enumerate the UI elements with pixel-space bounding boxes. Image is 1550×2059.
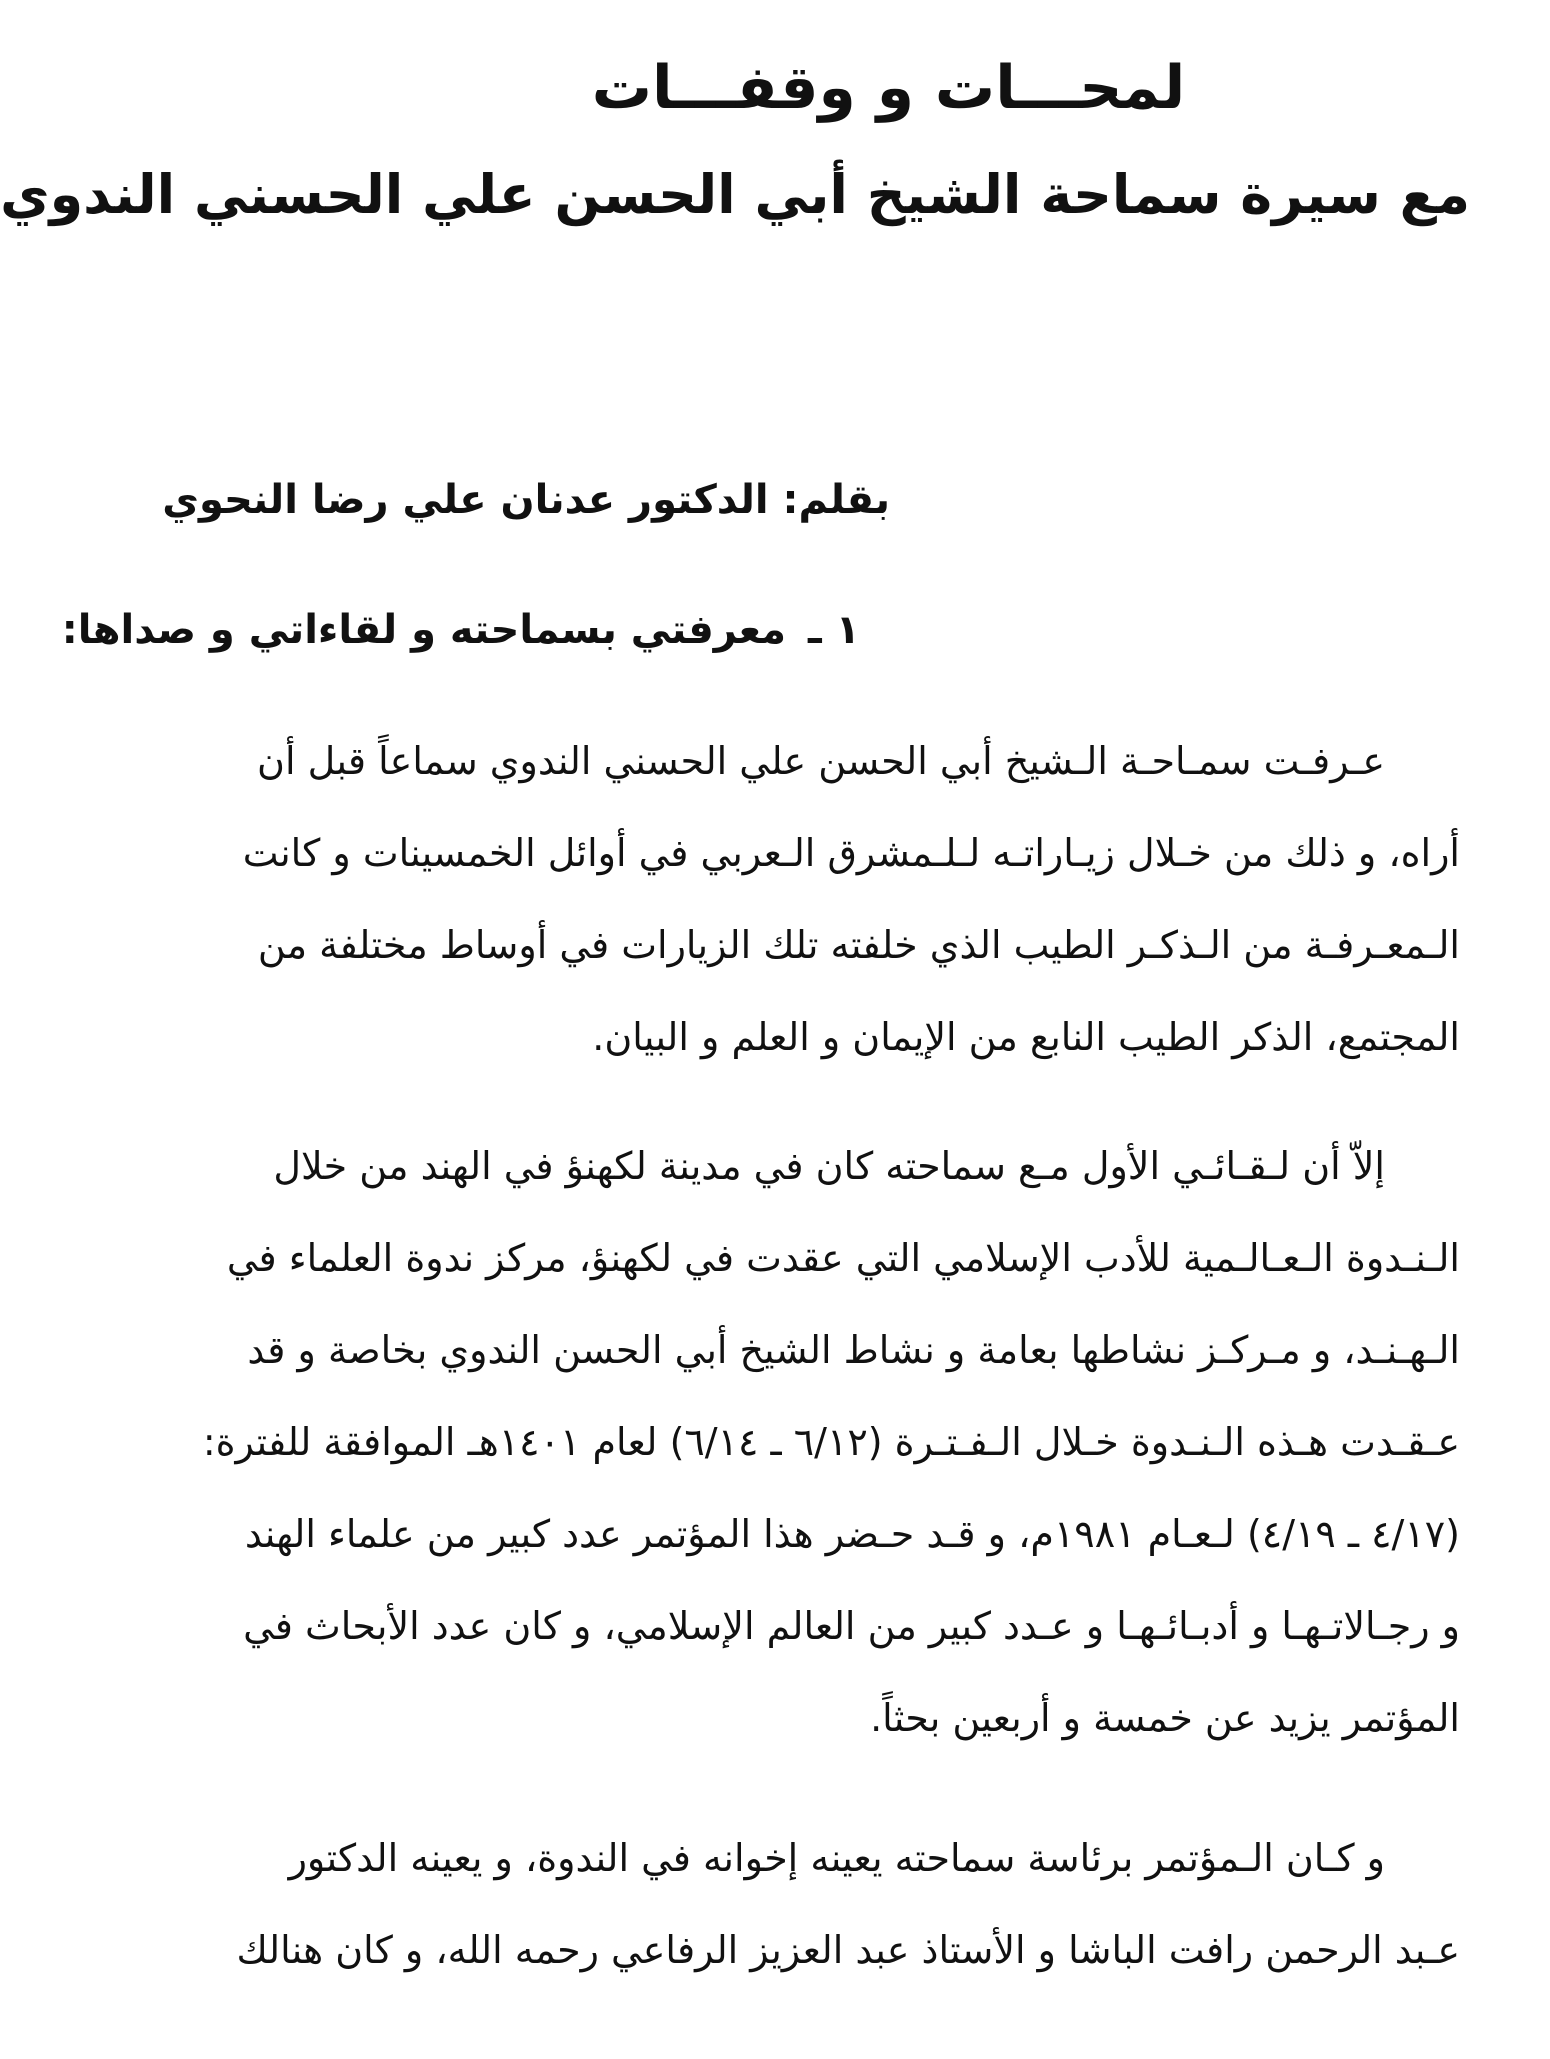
document-title: لمحـــات و وقفـــات: [591, 53, 1186, 123]
paragraph-line: الـنـدوة الـعـالـمية للأدب الإسلامي التي عقدت في لكهنؤ، مركز ندوة العلماء في: [226, 1236, 1460, 1280]
section-heading-text: معرفتي بسماحته و لقاءاتي و صداها:: [61, 607, 787, 653]
paragraph-line: أراه، و ذلك من خـلال زيـاراتـه لـلـمشرق الـعربي في أوائل الخمسينات و كانت: [242, 831, 1460, 875]
section-number: ١ ـ: [807, 607, 860, 653]
paragraph-line: (٤/١٧ ـ ٤/١٩) لـعـام ١٩٨١م، و قـد حـضر هذا المؤتمر عدد كبير من علماء الهند: [244, 1512, 1460, 1556]
paragraph-line: عـرفـت سمـاحـة الـشيخ أبي الحسن علي الحسني الندوي سماعاً قبل أن: [257, 739, 1385, 783]
paragraph-line: و رجـالاتـهـا و أدبـائـهـا و عـدد كبير من العالم الإسلامي، و كان عدد الأبحاث في: [243, 1604, 1460, 1648]
section-heading: [62, 600, 860, 660]
paragraph-line: عـقـدت هـذه الـنـدوة خـلال الـفـتـرة (٦/١٢ ـ ٦/١٤) لعام ١٤٠١هـ الموافقة للفترة:: [202, 1420, 1460, 1464]
author-byline: بقلم: الدكتور عدنان علي رضا النحوي: [162, 477, 890, 523]
paragraph-line: المؤتمر يزيد عن خمسة و أربعين بحثاً.: [870, 1696, 1460, 1740]
paragraph-2: [202, 1120, 1460, 1764]
paragraph-line: إلاّ أن لـقـائـي الأول مـع سماحته كان في مدينة لكهنؤ في الهند من خلال: [273, 1144, 1385, 1188]
paragraph-line: الـمعـرفـة من الـذكـر الطيب الذي خلفته تلك الزيارات في أوساط مختلفة من: [257, 923, 1460, 967]
document-subtitle: مع سيرة سماحة الشيخ أبي الحسن علي الحسني الندوي: [0, 163, 1470, 226]
paragraph-line: الـهـنـد، و مـركـز نشاطها بعامة و نشاط الشيخ أبي الحسن الندوي بخاصة و قد: [247, 1328, 1460, 1372]
paragraph-line: المجتمع، الذكر الطيب النابع من الإيمان و العلم و البيان.: [592, 1015, 1460, 1059]
paragraph-line: عـبد الرحمن رافت الباشا و الأستاذ عبد العزيز الرفاعي رحمه الله، و كان هنالك: [236, 1928, 1460, 1972]
paragraph-line: و كـان الـمؤتمر برئاسة سماحته يعينه إخوانه في الندوة، و يعينه الدكتور: [288, 1836, 1385, 1880]
paragraph-1: [242, 715, 1460, 1083]
paragraph-3: [236, 1812, 1460, 1996]
